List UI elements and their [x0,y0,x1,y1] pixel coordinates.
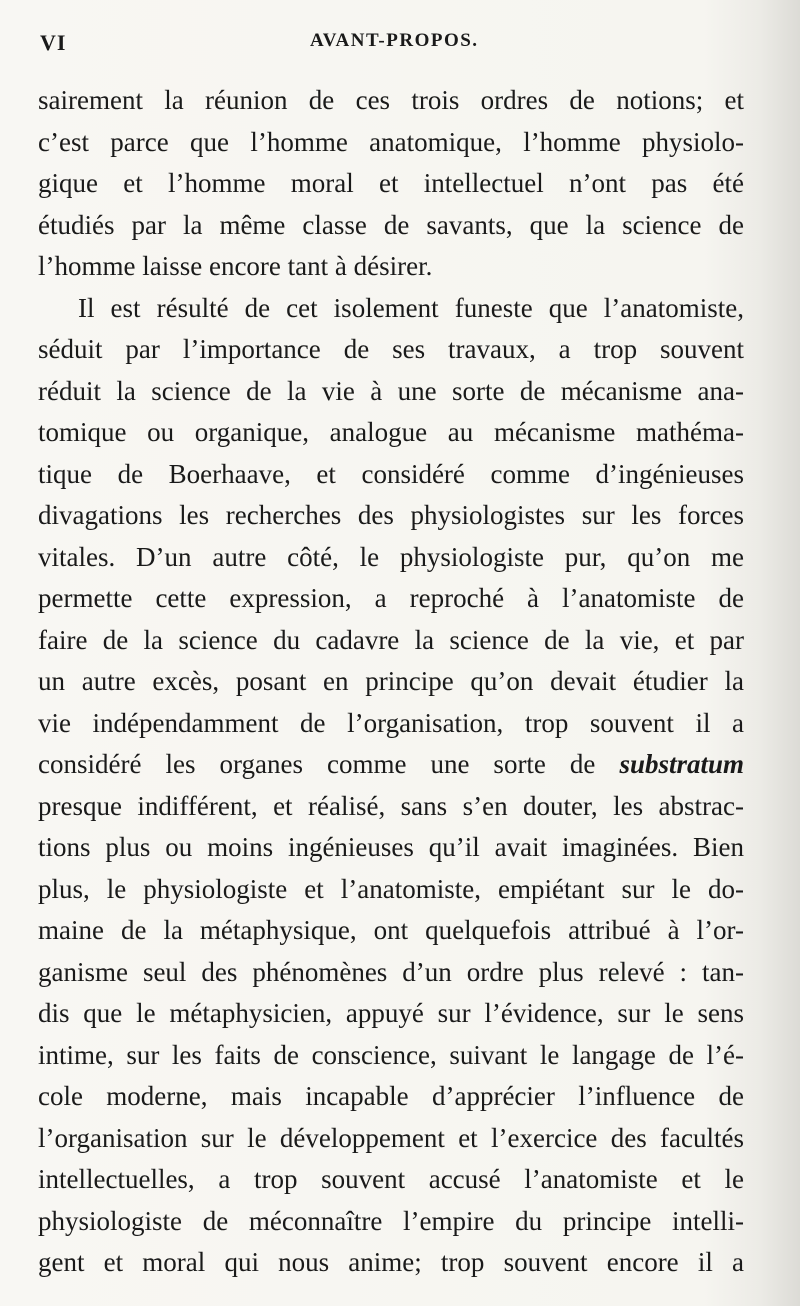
text-line: l’homme laisse encore tant à désirer. [38,251,433,281]
text-line: Il est résulté de cet isolement funeste que l’anatomiste, [78,292,744,323]
italic-word: substratum [619,749,744,779]
text-line: maine de la métaphysique, ont quelquefois attribué à l’or- [38,915,744,945]
text-line: vitales. D’un autre côté, le physiologiste pur, qu’on me [38,541,744,572]
text-line: presque indifférent, et réalisé, sans s’en douter, les abstrac- [38,790,744,821]
body-text [38,80,744,1284]
text-line: l’organisation sur le développement et l’exercice des facultés [38,1122,744,1153]
text-line: dis que le métaphysicien, appuyé sur l’évidence, sur le sens [38,998,744,1028]
text-line [38,744,744,786]
text-line: divagations les recherches des physiologistes sur les forces [38,500,744,530]
text-line: tique de Boerhaave, et considéré comme d’ingénieuses [38,458,744,489]
text-line: gent et moral qui nous anime; trop souvent encore il a [38,1247,744,1277]
text-line: intellectuelles, a trop souvent accusé l’anatomiste et le [38,1164,744,1194]
text-line: sairement la réunion de ces trois ordres de notions; et [38,85,744,115]
text-line: vie indépendamment de l’organisation, trop souvent il a [38,707,744,738]
text-line: faire de la science du cadavre la science de la vie, et par [38,624,744,655]
running-title: AVANT-PROPOS. [310,30,479,51]
text-line: tions plus ou moins ingénieuses qu’il avait imaginées. Bien [38,832,744,862]
page-header [40,30,740,64]
text-line: gique et l’homme moral et intellectuel n’ont pas été [38,168,744,198]
text-line: cole moderne, mais incapable d’apprécier l’influence de [38,1081,744,1111]
text-line: un autre excès, posant en principe qu’on devait étudier la [38,666,744,696]
text-line: intime, sur les faits de conscience, suivant le langage de l’é- [38,1039,744,1070]
text-line: c’est parce que l’homme anatomique, l’homme physiolo- [38,126,744,157]
text-segment: considéré les organes comme une sorte de [38,749,620,779]
text-line: séduit par l’importance de ses travaux, a trop souvent [38,334,744,364]
text-line: permette cette expression, a reproché à l’anatomiste de [38,583,744,613]
text-line: physiologiste de méconnaître l’empire du principe intelli- [38,1205,744,1236]
text-line: réduit la science de la vie à une sorte de mécanisme ana- [38,375,744,406]
page-number: VI [40,30,67,55]
text-line: étudiés par la même classe de savants, que la science de [38,209,744,240]
text-line: plus, le physiologiste et l’anatomiste, empiétant sur le do- [38,873,744,904]
text-line: tomique ou organique, analogue au mécanisme mathéma- [38,417,744,447]
text-line: ganisme seul des phénomènes d’un ordre plus relevé : tan- [38,956,744,987]
